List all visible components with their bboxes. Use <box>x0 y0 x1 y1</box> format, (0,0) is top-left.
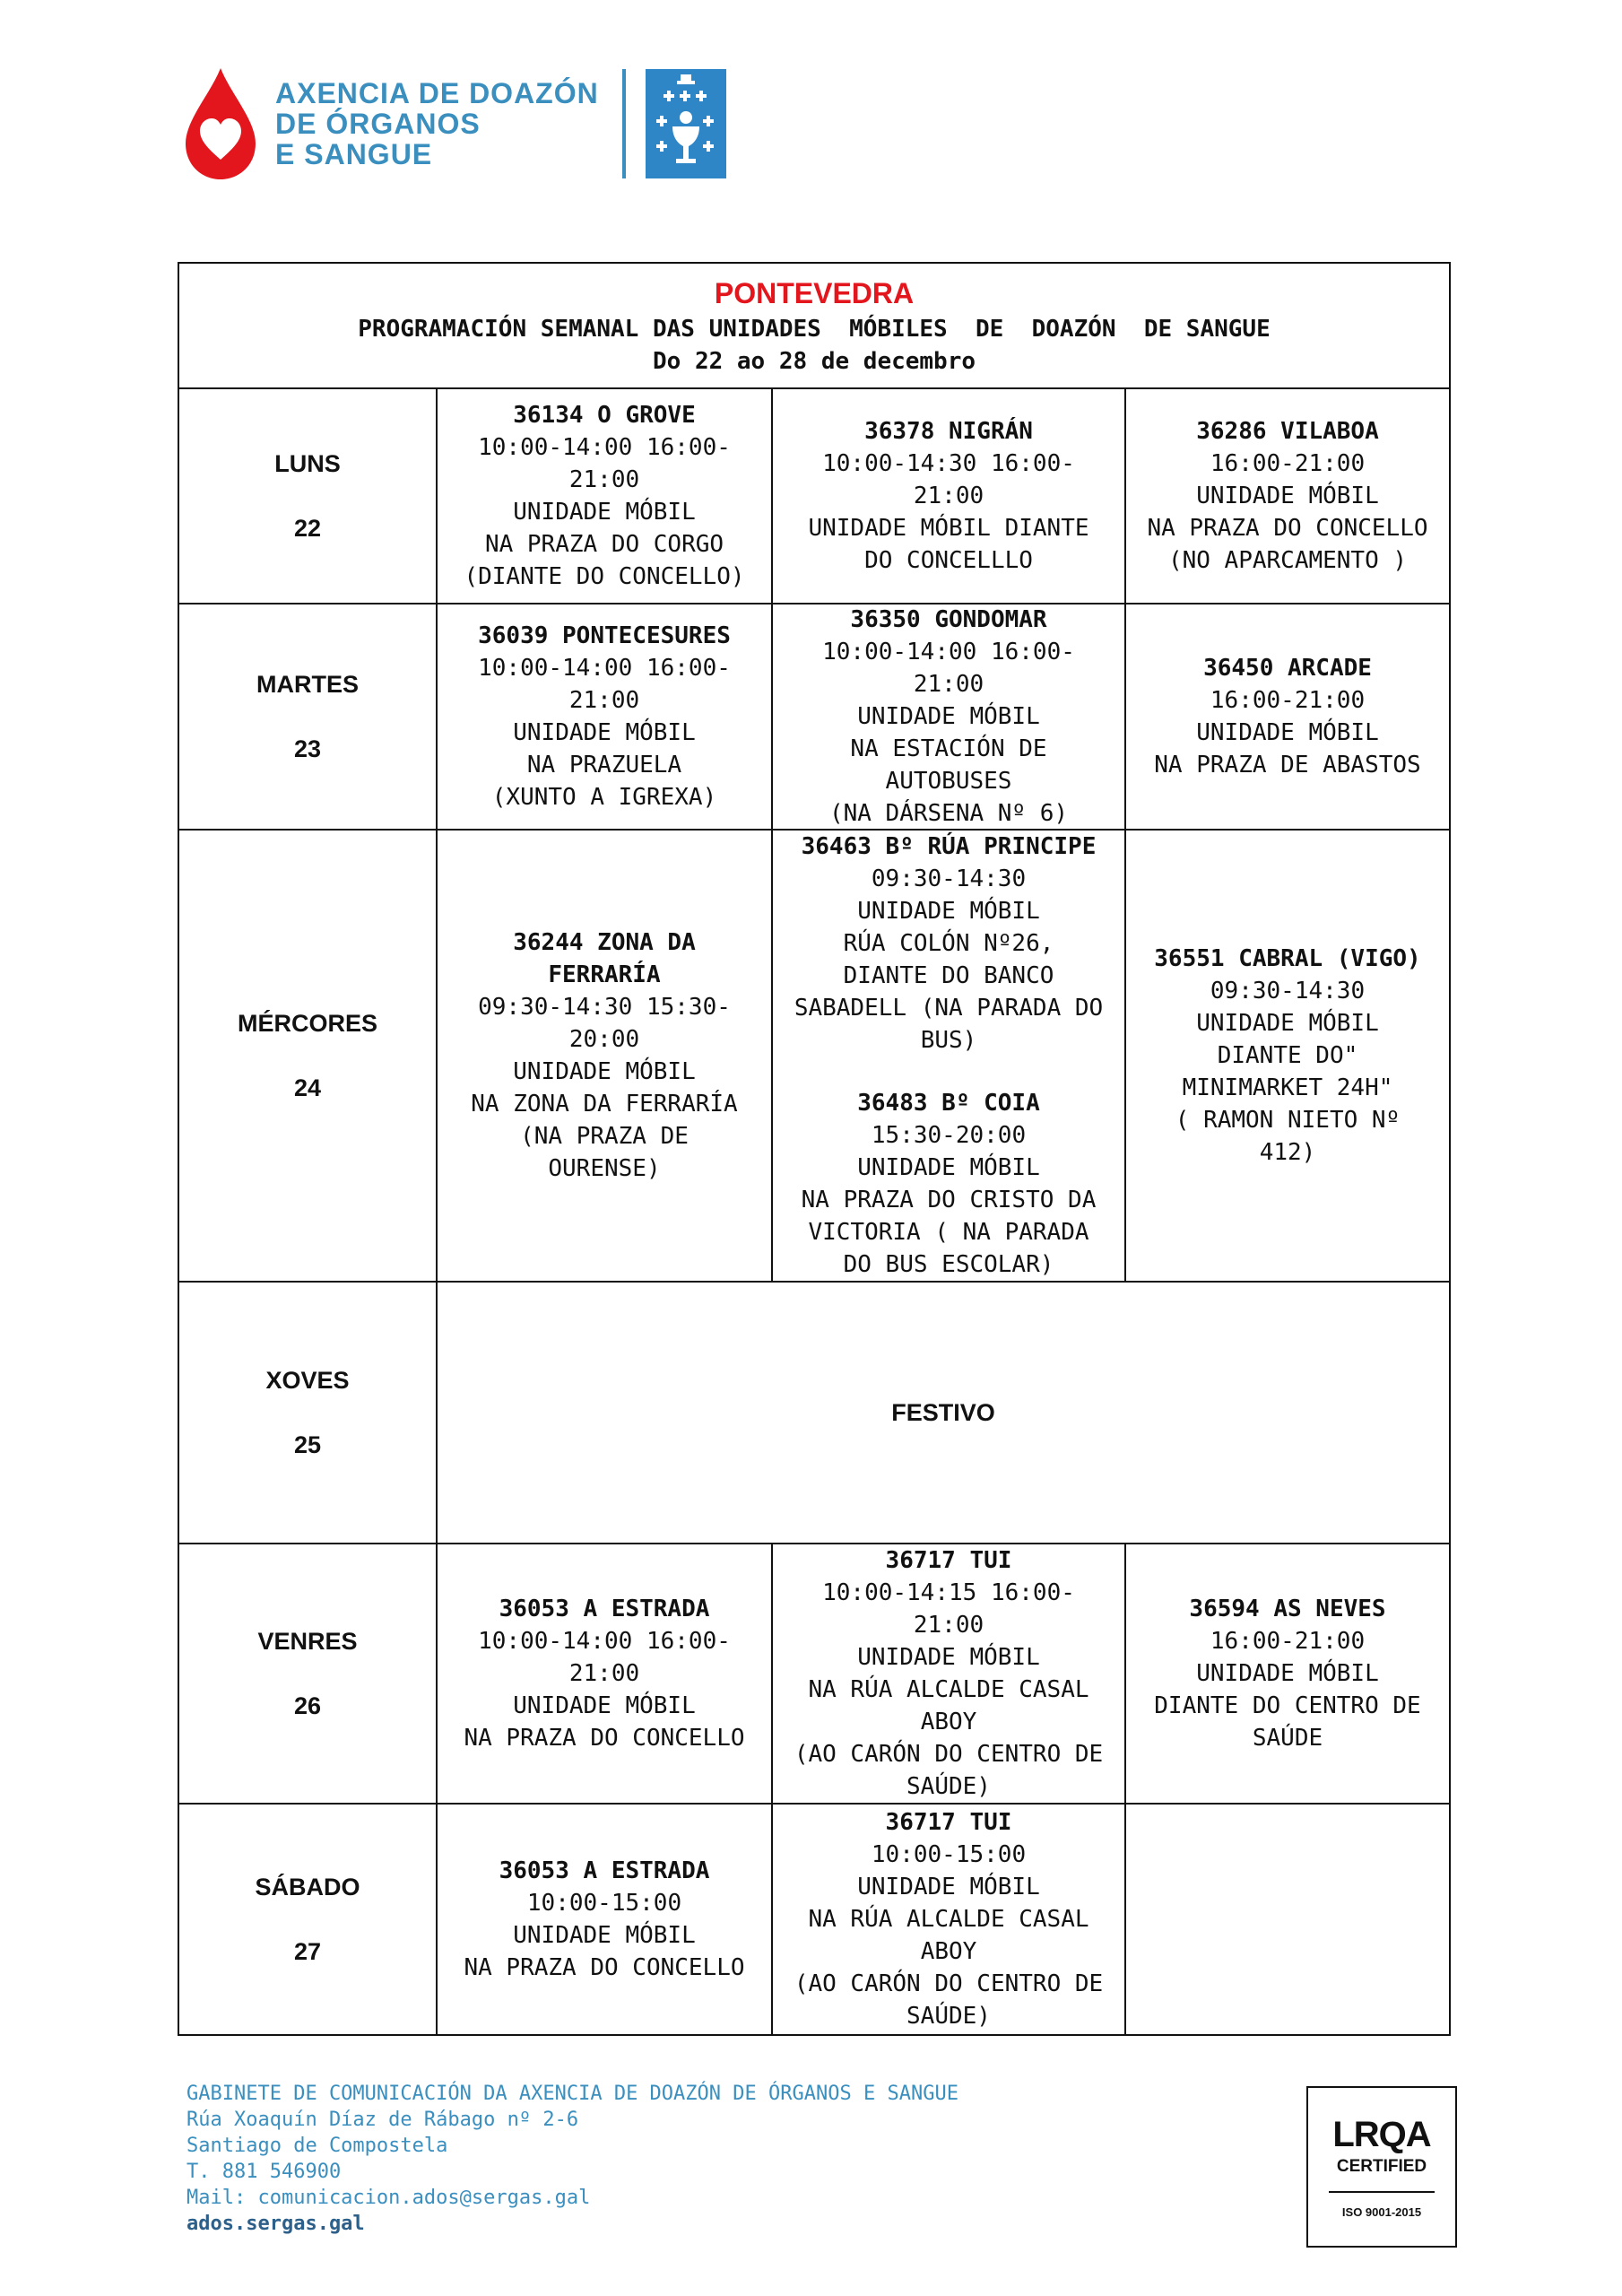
unit-line: DO CONCELLLO <box>864 547 1033 574</box>
footer-line: GABINETE DE COMUNICACIÓN DA AXENCIA DE DOAZÓN DE ÓRGANOS E SANGUE <box>186 2083 958 2105</box>
unit-line: NA PRAZA DO CORGO <box>484 531 724 558</box>
unit-line: UNIDADE MÓBIL DIANTE <box>808 515 1089 542</box>
unit-line: UNIDADE MÓBIL <box>857 1154 1040 1181</box>
unit-cell-sabado-2 <box>773 1805 1126 2034</box>
unit-title: 36053 A ESTRADA <box>499 1596 710 1622</box>
unit-line: 09:30-14:30 15:30- <box>478 994 731 1021</box>
unit-line: DIANTE DO BANCO <box>843 962 1054 989</box>
unit-line: VICTORIA ( NA PARADA <box>808 1219 1089 1246</box>
unit-line: ABOY <box>920 1709 977 1735</box>
unit-title: 36350 GONDOMAR <box>850 606 1047 633</box>
unit-line: 20:00 <box>568 1026 640 1053</box>
agency-name-line-2: DE ÓRGANOS <box>275 107 481 140</box>
unit-line: UNIDADE MÓBIL <box>857 1874 1040 1900</box>
unit-line: 16:00-21:00 <box>1210 450 1366 477</box>
day-cell-martes <box>179 604 438 831</box>
unit-title: 36039 PONTECESURES <box>478 622 731 649</box>
unit-cell-luns-3 <box>1126 389 1449 604</box>
schedule-subtitle: PROGRAMACIÓN SEMANAL DAS UNIDADES MÓBILES DE DOAZÓN DE SANGUE <box>358 316 1271 343</box>
footer-line: Santiago de Compostela <box>186 2135 448 2157</box>
unit-line: 21:00 <box>568 687 640 714</box>
table-header <box>179 264 1449 389</box>
unit-line: 10:00-14:00 16:00- <box>478 434 731 461</box>
day-name: LUNS <box>274 450 341 477</box>
unit-line: 10:00-14:00 16:00- <box>478 1628 731 1655</box>
unit-title-cont: FERRARÍA <box>548 961 661 988</box>
unit-line: RÚA COLÓN Nº26, <box>843 930 1054 957</box>
agency-name-line-3: E SANGUE <box>275 137 433 170</box>
unit-line: ( RAMON NIETO Nº <box>1175 1107 1401 1134</box>
unit-line: NA PRAZA DO CONCELLO <box>464 1725 745 1752</box>
unit-line: NA PRAZUELA <box>526 752 682 778</box>
unit-cell-venres-3 <box>1126 1544 1449 1805</box>
unit-line: 09:30-14:30 <box>871 865 1027 892</box>
day-cell-xoves <box>179 1283 438 1544</box>
day-name: SÁBADO <box>255 1874 360 1900</box>
unit-cell-mercores-3 <box>1126 831 1449 1283</box>
unit-title: 36244 ZONA DA <box>513 929 696 956</box>
unit-title: 36717 TUI <box>885 1809 1012 1836</box>
unit-line: DO BUS ESCOLAR) <box>843 1251 1054 1278</box>
unit-line: 21:00 <box>913 671 984 698</box>
unit-title: 36286 VILABOA <box>1196 418 1379 445</box>
day-name: VENRES <box>257 1628 358 1655</box>
unit-line: 10:00-14:00 16:00- <box>822 639 1075 665</box>
footer-email[interactable]: Mail: comunicacion.ados@sergas.gal <box>186 2187 591 2209</box>
province-title: PONTEVEDRA <box>714 277 915 309</box>
day-name: XOVES <box>265 1367 350 1394</box>
lrqa-iso-label: ISO 9001-2015 <box>1341 2205 1422 2219</box>
unit-line: UNIDADE MÓBIL <box>857 1644 1040 1671</box>
unit-line: NA RÚA ALCALDE CASAL <box>808 1906 1089 1933</box>
lrqa-mark: LRQA <box>1332 2115 1431 2154</box>
unit-line: (DIANTE DO CONCELLO) <box>464 563 745 590</box>
unit-cell-martes-2 <box>773 604 1126 831</box>
unit-line: 09:30-14:30 <box>1210 978 1366 1004</box>
day-number: 26 <box>293 1692 322 1719</box>
day-number: 25 <box>293 1431 322 1458</box>
unit-line: 10:00-15:00 <box>526 1890 682 1917</box>
lrqa-certification-badge <box>1306 2086 1457 2248</box>
unit-line: 10:00-14:00 16:00- <box>478 655 731 682</box>
day-cell-mercores <box>179 831 438 1283</box>
unit-cell-luns-1 <box>438 389 773 604</box>
unit-line: (AO CARÓN DO CENTRO DE <box>794 1970 1104 1997</box>
unit-line: MINIMARKET 24H" <box>1182 1074 1393 1101</box>
unit-title: 36450 ARCADE <box>1203 655 1372 682</box>
unit-cell-martes-3 <box>1126 604 1449 831</box>
unit-title: 36717 TUI <box>885 1547 1012 1574</box>
unit-line: 21:00 <box>568 466 640 493</box>
unit-line: (XUNTO A IGREXA) <box>491 784 717 811</box>
unit-line: 16:00-21:00 <box>1210 687 1366 714</box>
holiday-label: FESTIVO <box>891 1399 995 1426</box>
unit-line: 10:00-14:15 16:00- <box>822 1579 1075 1606</box>
unit-line: UNIDADE MÓBIL <box>857 898 1040 925</box>
unit-line: NA RÚA ALCALDE CASAL <box>808 1676 1089 1703</box>
unit-line: SABADELL (NA PARADA DO <box>794 995 1104 1022</box>
unit-line: 21:00 <box>913 483 984 509</box>
unit-line: 10:00-15:00 <box>871 1841 1027 1868</box>
unit-line: UNIDADE MÓBIL <box>857 703 1040 730</box>
footer-website-link[interactable]: ados.sergas.gal <box>186 2213 365 2235</box>
unit-title: 36594 AS NEVES <box>1189 1596 1386 1622</box>
agency-name-line-1: AXENCIA DE DOAZÓN <box>275 76 599 109</box>
unit-line: DIANTE DO" <box>1217 1042 1358 1069</box>
unit-line: UNIDADE MÓBIL <box>513 719 696 746</box>
unit-line: SAÚDE <box>1252 1725 1323 1752</box>
unit-cell-venres-1 <box>438 1544 773 1805</box>
unit-line: UNIDADE MÓBIL <box>513 1692 696 1719</box>
galicia-coat-of-arms-icon <box>646 69 726 178</box>
unit-line: 412) <box>1259 1139 1316 1166</box>
unit-line: (NA DÁRSENA Nº 6) <box>828 800 1069 827</box>
agency-logo <box>184 63 726 184</box>
day-cell-sabado <box>179 1805 438 2034</box>
unit-cell-mercores-2 <box>773 831 1126 1283</box>
day-name: MARTES <box>256 671 359 698</box>
day-number: 23 <box>293 735 322 762</box>
unit-line: 21:00 <box>913 1612 984 1639</box>
agency-name <box>275 78 599 170</box>
unit-line: SAÚDE) <box>906 2003 991 2030</box>
unit-line: 21:00 <box>568 1660 640 1687</box>
lrqa-certified-label: CERTIFIED <box>1336 2157 1427 2176</box>
unit-title: 36483 Bº COIA <box>857 1090 1040 1117</box>
unit-line: UNIDADE MÓBIL <box>513 1922 696 1949</box>
unit-line: ABOY <box>920 1938 977 1965</box>
unit-line: NA PRAZA DO CRISTO DA <box>801 1187 1097 1213</box>
unit-cell-venres-2 <box>773 1544 1126 1805</box>
footer-line: T. 881 546900 <box>186 2161 342 2183</box>
unit-line: (NO APARCAMENTO ) <box>1167 547 1408 574</box>
footer-line: Rúa Xoaquín Díaz de Rábago nº 2-6 <box>186 2109 579 2131</box>
blood-drop-heart-icon <box>184 66 257 181</box>
unit-line: 16:00-21:00 <box>1210 1628 1366 1655</box>
unit-line: NA PRAZA DE ABASTOS <box>1154 752 1421 778</box>
logo-divider <box>622 69 626 178</box>
unit-title: 36053 A ESTRADA <box>499 1857 710 1884</box>
unit-line: NA PRAZA DO CONCELLO <box>464 1954 745 1981</box>
unit-line: UNIDADE MÓBIL <box>1196 483 1379 509</box>
day-number: 27 <box>293 1938 322 1965</box>
unit-cell-martes-1 <box>438 604 773 831</box>
unit-line: 15:30-20:00 <box>871 1122 1027 1149</box>
schedule-table <box>178 262 1451 2036</box>
unit-line: UNIDADE MÓBIL <box>513 499 696 526</box>
unit-line: UNIDADE MÓBIL <box>1196 1660 1379 1687</box>
footer-contact <box>186 2081 958 2237</box>
unit-cell-sabado-1 <box>438 1805 773 2034</box>
unit-cell-luns-2 <box>773 389 1126 604</box>
unit-line: NA ESTACIÓN DE <box>850 735 1047 762</box>
unit-title: 36463 Bº RÚA PRINCIPE <box>801 833 1097 860</box>
unit-title: 36134 O GROVE <box>513 402 696 429</box>
holiday-cell-xoves <box>438 1283 1449 1544</box>
unit-line: UNIDADE MÓBIL <box>1196 1010 1379 1037</box>
unit-line: UNIDADE MÓBIL <box>513 1058 696 1085</box>
day-name: MÉRCORES <box>237 1010 377 1037</box>
unit-cell-mercores-1 <box>438 831 773 1283</box>
unit-line: UNIDADE MÓBIL <box>1196 719 1379 746</box>
empty-cell-sabado-3 <box>1126 1805 1449 2034</box>
unit-line: DIANTE DO CENTRO DE <box>1154 1692 1421 1719</box>
unit-title: 36378 NIGRÁN <box>864 418 1033 445</box>
unit-line: SAÚDE) <box>906 1773 991 1800</box>
unit-line: BUS) <box>920 1027 977 1054</box>
date-range: Do 22 ao 28 de decembro <box>652 348 976 375</box>
day-cell-luns <box>179 389 438 604</box>
lrqa-divider <box>1329 2191 1435 2193</box>
unit-line: NA ZONA DA FERRARÍA <box>471 1091 738 1118</box>
day-number: 22 <box>293 515 322 542</box>
unit-line: (AO CARÓN DO CENTRO DE <box>794 1741 1104 1768</box>
unit-line: OURENSE) <box>548 1155 661 1182</box>
unit-line: 10:00-14:30 16:00- <box>822 450 1075 477</box>
unit-line: (NA PRAZA DE <box>520 1123 689 1150</box>
unit-line: NA PRAZA DO CONCELLO <box>1147 515 1428 542</box>
unit-title: 36551 CABRAL (VIGO) <box>1154 945 1421 972</box>
day-cell-venres <box>179 1544 438 1805</box>
unit-line: AUTOBUSES <box>885 768 1012 795</box>
day-number: 24 <box>293 1074 322 1101</box>
